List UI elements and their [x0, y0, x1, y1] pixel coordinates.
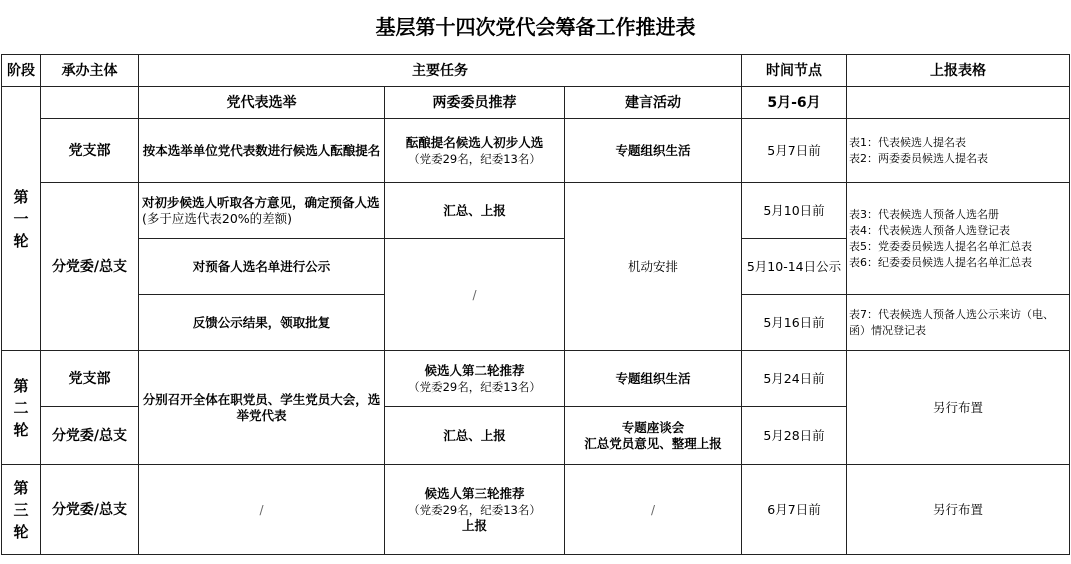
r2-rep-election	[139, 183, 385, 239]
r1-forms	[847, 119, 1070, 183]
form-3: 表3：代表候选人预备人选名册	[849, 207, 999, 221]
subheader-committee: 两委委员推荐	[385, 87, 565, 119]
r7-committee-note: （党委29名，纪委13名）	[408, 502, 541, 517]
r2-rep-bold: 对初步候选人听取各方意见，确定预备人选	[142, 194, 380, 210]
r3-advice: 机动安排	[565, 183, 742, 351]
r5-rep-election: 分别召开全体在职党员、学生党员大会，选举党代表	[139, 351, 385, 465]
r2-rep-note: (多于应选代表20%的差额)	[142, 210, 293, 226]
stage-2-char-3: 轮	[13, 420, 29, 439]
r7-committee	[385, 465, 565, 555]
stage-1-char-2: 一	[13, 209, 29, 228]
r5-forms: 另行布置	[847, 351, 1070, 465]
r6-advice-line-2: 汇总党员意见、整理上报	[584, 435, 722, 451]
r5-committee-note: （党委29名，纪委13名）	[408, 379, 541, 394]
stage-3-char-3: 轮	[13, 522, 29, 541]
r7-time: 6月7日前	[742, 465, 847, 555]
r1-form-1: 表1：代表候选人提名表	[849, 135, 966, 149]
r3-time: 5月10-14日公示	[742, 239, 847, 295]
r2-committee: 汇总、上报	[385, 183, 565, 239]
r5-committee	[385, 351, 565, 407]
r1-form-2: 表2：两委委员候选人提名表	[849, 151, 988, 165]
subheader-forms-empty	[847, 87, 1070, 119]
form-6: 表6：纪委委员候选人提名名单汇总表	[849, 255, 1032, 269]
r1-rep-election: 按本选举单位党代表数进行候选人酝酿提名	[139, 119, 385, 183]
header-forms: 上报表格	[847, 55, 1070, 87]
work-progress-table	[1, 54, 1070, 555]
stage-3-char-2: 三	[13, 500, 29, 519]
r5-committee-title: 候选人第二轮推荐	[424, 362, 525, 378]
r7-committee-tail: 上报	[461, 517, 487, 533]
stage-round-1	[2, 87, 41, 351]
unit-subcommittee-r3: 分党委/总支	[41, 465, 139, 555]
subheader-period: 5月-6月	[742, 87, 847, 119]
subheader-rep-election: 党代表选举	[139, 87, 385, 119]
stage-1-char-1: 第	[13, 187, 29, 206]
form-5: 表5：党委委员候选人提名名单汇总表	[849, 239, 1032, 253]
stage-2-char-1: 第	[13, 376, 29, 395]
r3-committee-slash: /	[385, 239, 565, 351]
stage-2-char-2: 二	[13, 398, 29, 417]
r6-advice-line-1: 专题座谈会	[621, 419, 685, 435]
header-main-tasks: 主要任务	[139, 55, 742, 87]
r7-committee-title: 候选人第三轮推荐	[424, 485, 525, 501]
header-host: 承办主体	[41, 55, 139, 87]
r3-rep-election: 对预备人选名单进行公示	[139, 239, 385, 295]
r4-time: 5月16日前	[742, 295, 847, 351]
page-title: 基层第十四次党代会筹备工作推进表	[375, 15, 696, 39]
r1-time: 5月7日前	[742, 119, 847, 183]
r7-forms: 另行布置	[847, 465, 1070, 555]
unit-subcommittee-r1: 分党委/总支	[41, 183, 139, 351]
r4-rep-election: 反馈公示结果，领取批复	[139, 295, 385, 351]
stage-3-char-1: 第	[13, 478, 29, 497]
r6-advice	[565, 407, 742, 465]
r7-rep-slash: /	[139, 465, 385, 555]
forms-mid	[847, 183, 1070, 295]
unit-branch-r2: 党支部	[41, 351, 139, 407]
r2-time: 5月10日前	[742, 183, 847, 239]
unit-subcommittee-r2: 分党委/总支	[41, 407, 139, 465]
stage-round-3	[2, 465, 41, 555]
stage-1-char-3: 轮	[13, 231, 29, 250]
r6-committee: 汇总、上报	[385, 407, 565, 465]
r5-time: 5月24日前	[742, 351, 847, 407]
r6-time: 5月28日前	[742, 407, 847, 465]
unit-branch-r1: 党支部	[41, 119, 139, 183]
stage-round-2	[2, 351, 41, 465]
r1-advice: 专题组织生活	[565, 119, 742, 183]
r4-forms: 表7：代表候选人预备人选公示来访（电、函）情况登记表	[847, 295, 1070, 351]
header-timeline: 时间节点	[742, 55, 847, 87]
form-4: 表4：代表候选人预备人选登记表	[849, 223, 1010, 237]
r1-committee-title: 酝酿提名候选人初步人选	[405, 134, 544, 150]
r1-committee-note: （党委29名，纪委13名）	[408, 151, 541, 166]
r5-advice: 专题组织生活	[565, 351, 742, 407]
subheader-advice: 建言活动	[565, 87, 742, 119]
header-stage: 阶段	[2, 55, 41, 87]
r7-advice-slash: /	[565, 465, 742, 555]
subheader-empty	[41, 87, 139, 119]
r1-committee	[385, 119, 565, 183]
